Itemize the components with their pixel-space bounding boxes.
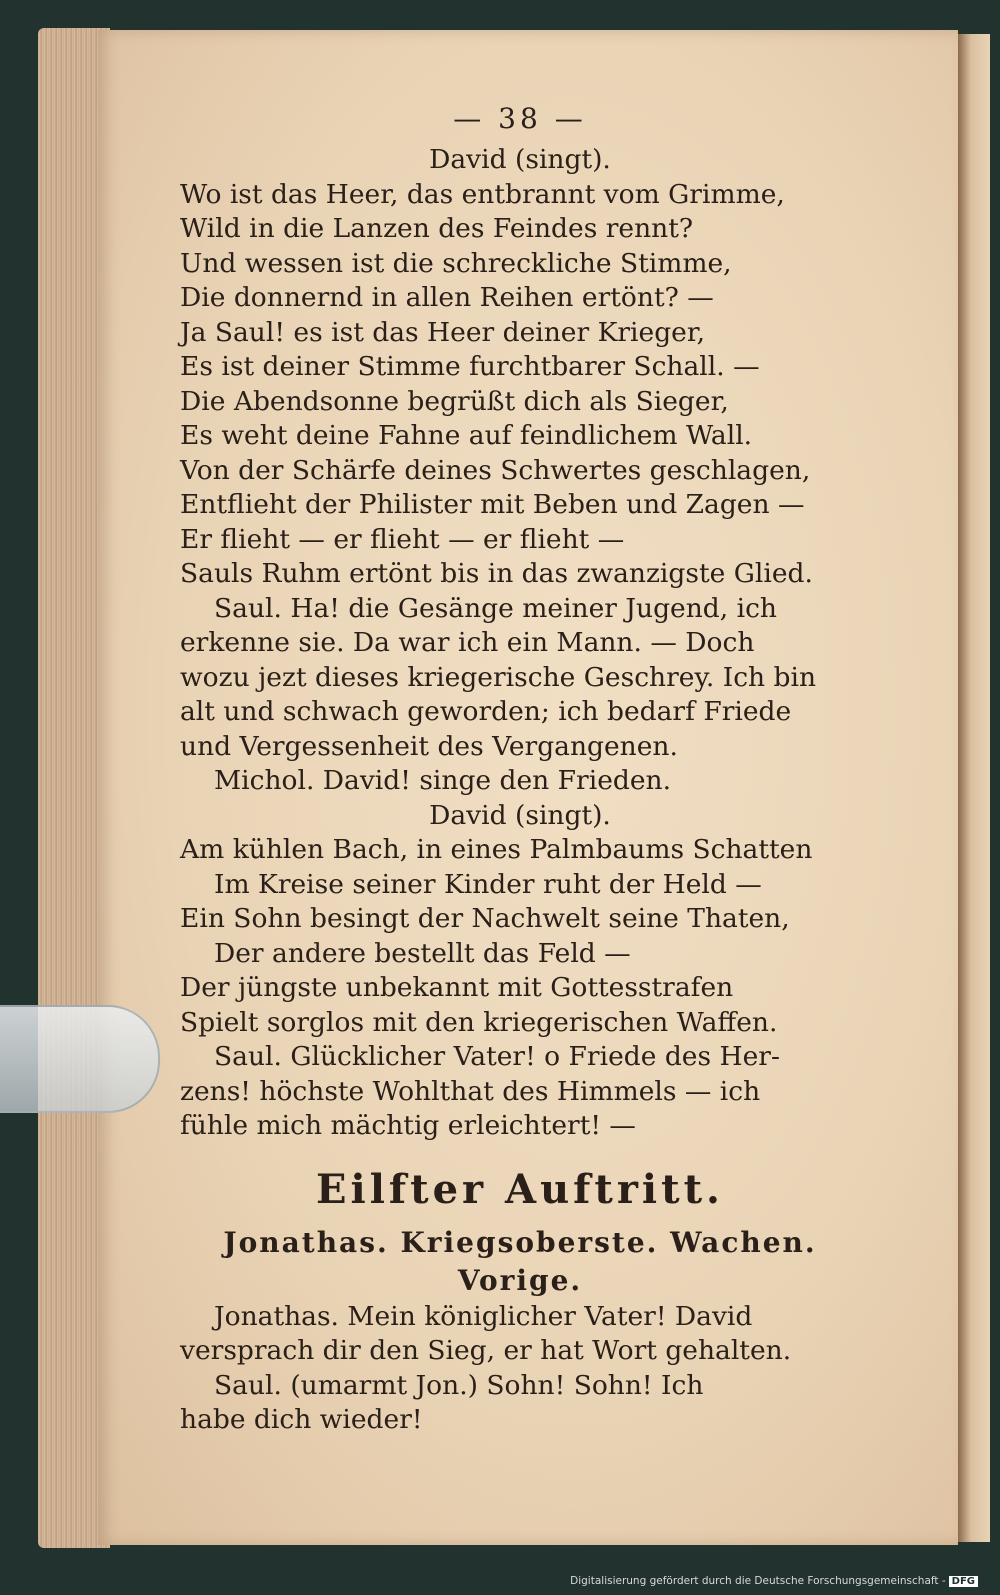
text-line: Entflieht der Philister mit Beben und Zagen — — [180, 489, 805, 520]
text-line: Im Kreise seiner Kinder ruht der Held — — [214, 868, 762, 900]
scene-heading: Eilfter Auftritt. — [316, 1165, 724, 1213]
text-line: Michol. David! singe den Frieden. — [214, 765, 672, 796]
closing-dialogue — [180, 1300, 860, 1438]
text-line: David (singt). — [429, 799, 611, 831]
text-line: erkenne sie. Da war ich ein Mann. — Doch — [180, 627, 755, 658]
page-number: — 38 — — [453, 102, 587, 135]
text-line: Saul. Ha! die Gesänge meiner Jugend, ich — [214, 592, 777, 624]
text-line: Es ist deiner Stimme furchtbarer Schall. — — [180, 351, 760, 382]
digitization-credit — [570, 1575, 978, 1587]
text-line: Es weht deine Fahne auf feindlichem Wall. — [180, 420, 753, 451]
credit-text: Digitalisierung gefördert durch die Deutsche Forschungsgemeinschaft - — [570, 1575, 946, 1587]
cast-list: Jonathas. Kriegsoberste. Wachen. — [223, 1225, 817, 1259]
text-line: Jonathas. Mein königlicher Vater! David — [214, 1300, 753, 1332]
text-line: Und wessen ist die schreckliche Stimme, — [180, 247, 732, 279]
dfg-logo: DFG — [949, 1576, 978, 1587]
text-line: Saul. Glücklicher Vater! o Friede des Her- — [214, 1041, 780, 1072]
text-line: Er flieht — er flieht — er flieht — — [180, 523, 625, 555]
verse-and-dialogue — [180, 143, 860, 1144]
page-text — [180, 102, 860, 1438]
text-line: fühle mich mächtig erleichtert! — — [180, 1110, 636, 1141]
facing-page-edge — [958, 34, 990, 1542]
page-clip-marker — [0, 1005, 160, 1113]
text-line: Der andere bestellt das Feld — — [214, 937, 631, 969]
text-line: Am kühlen Bach, in eines Palmbaums Schatten — [180, 834, 813, 865]
text-line: und Vergessenheit des Vergangenen. — [180, 730, 678, 762]
cast-list-previous: Vorige. — [457, 1263, 583, 1297]
text-line: versprach dir den Sieg, er hat Wort gehalten. — [180, 1335, 792, 1366]
text-line: Der jüngste unbekannt mit Gottesstrafen — [180, 972, 734, 1003]
text-line: Spielt sorglos mit den kriegerischen Waffen. — [180, 1006, 778, 1038]
text-line: habe dich wieder! — [180, 1404, 423, 1435]
text-line: Wild in die Lanzen des Feindes rennt? — [180, 213, 694, 244]
text-line: David (singt). — [429, 144, 611, 175]
text-line: wozu jezt dieses kriegerische Geschrey. Ich bin — [180, 661, 817, 693]
text-line: alt und schwach geworden; ich bedarf Friede — [180, 696, 792, 727]
text-line: Ja Saul! es ist das Heer deiner Krieger, — [180, 316, 706, 348]
text-line: Sauls Ruhm ertönt bis in das zwanzigste Glied. — [180, 558, 813, 589]
text-line: Von der Schärfe deines Schwertes geschlagen, — [180, 454, 811, 486]
text-line: Saul. (umarmt Jon.) Sohn! Sohn! Ich — [214, 1369, 704, 1401]
text-line: Ein Sohn besingt der Nachwelt seine Thaten, — [180, 903, 790, 934]
text-line: Die donnernd in allen Reihen ertönt? — — [180, 282, 714, 313]
text-line: Die Abendsonne begrüßt dich als Sieger, — [180, 385, 729, 417]
text-line: Wo ist das Heer, das entbrannt vom Grimme, — [180, 178, 785, 210]
text-line: zens! höchste Wohlthat des Himmels — ich — [180, 1075, 761, 1107]
